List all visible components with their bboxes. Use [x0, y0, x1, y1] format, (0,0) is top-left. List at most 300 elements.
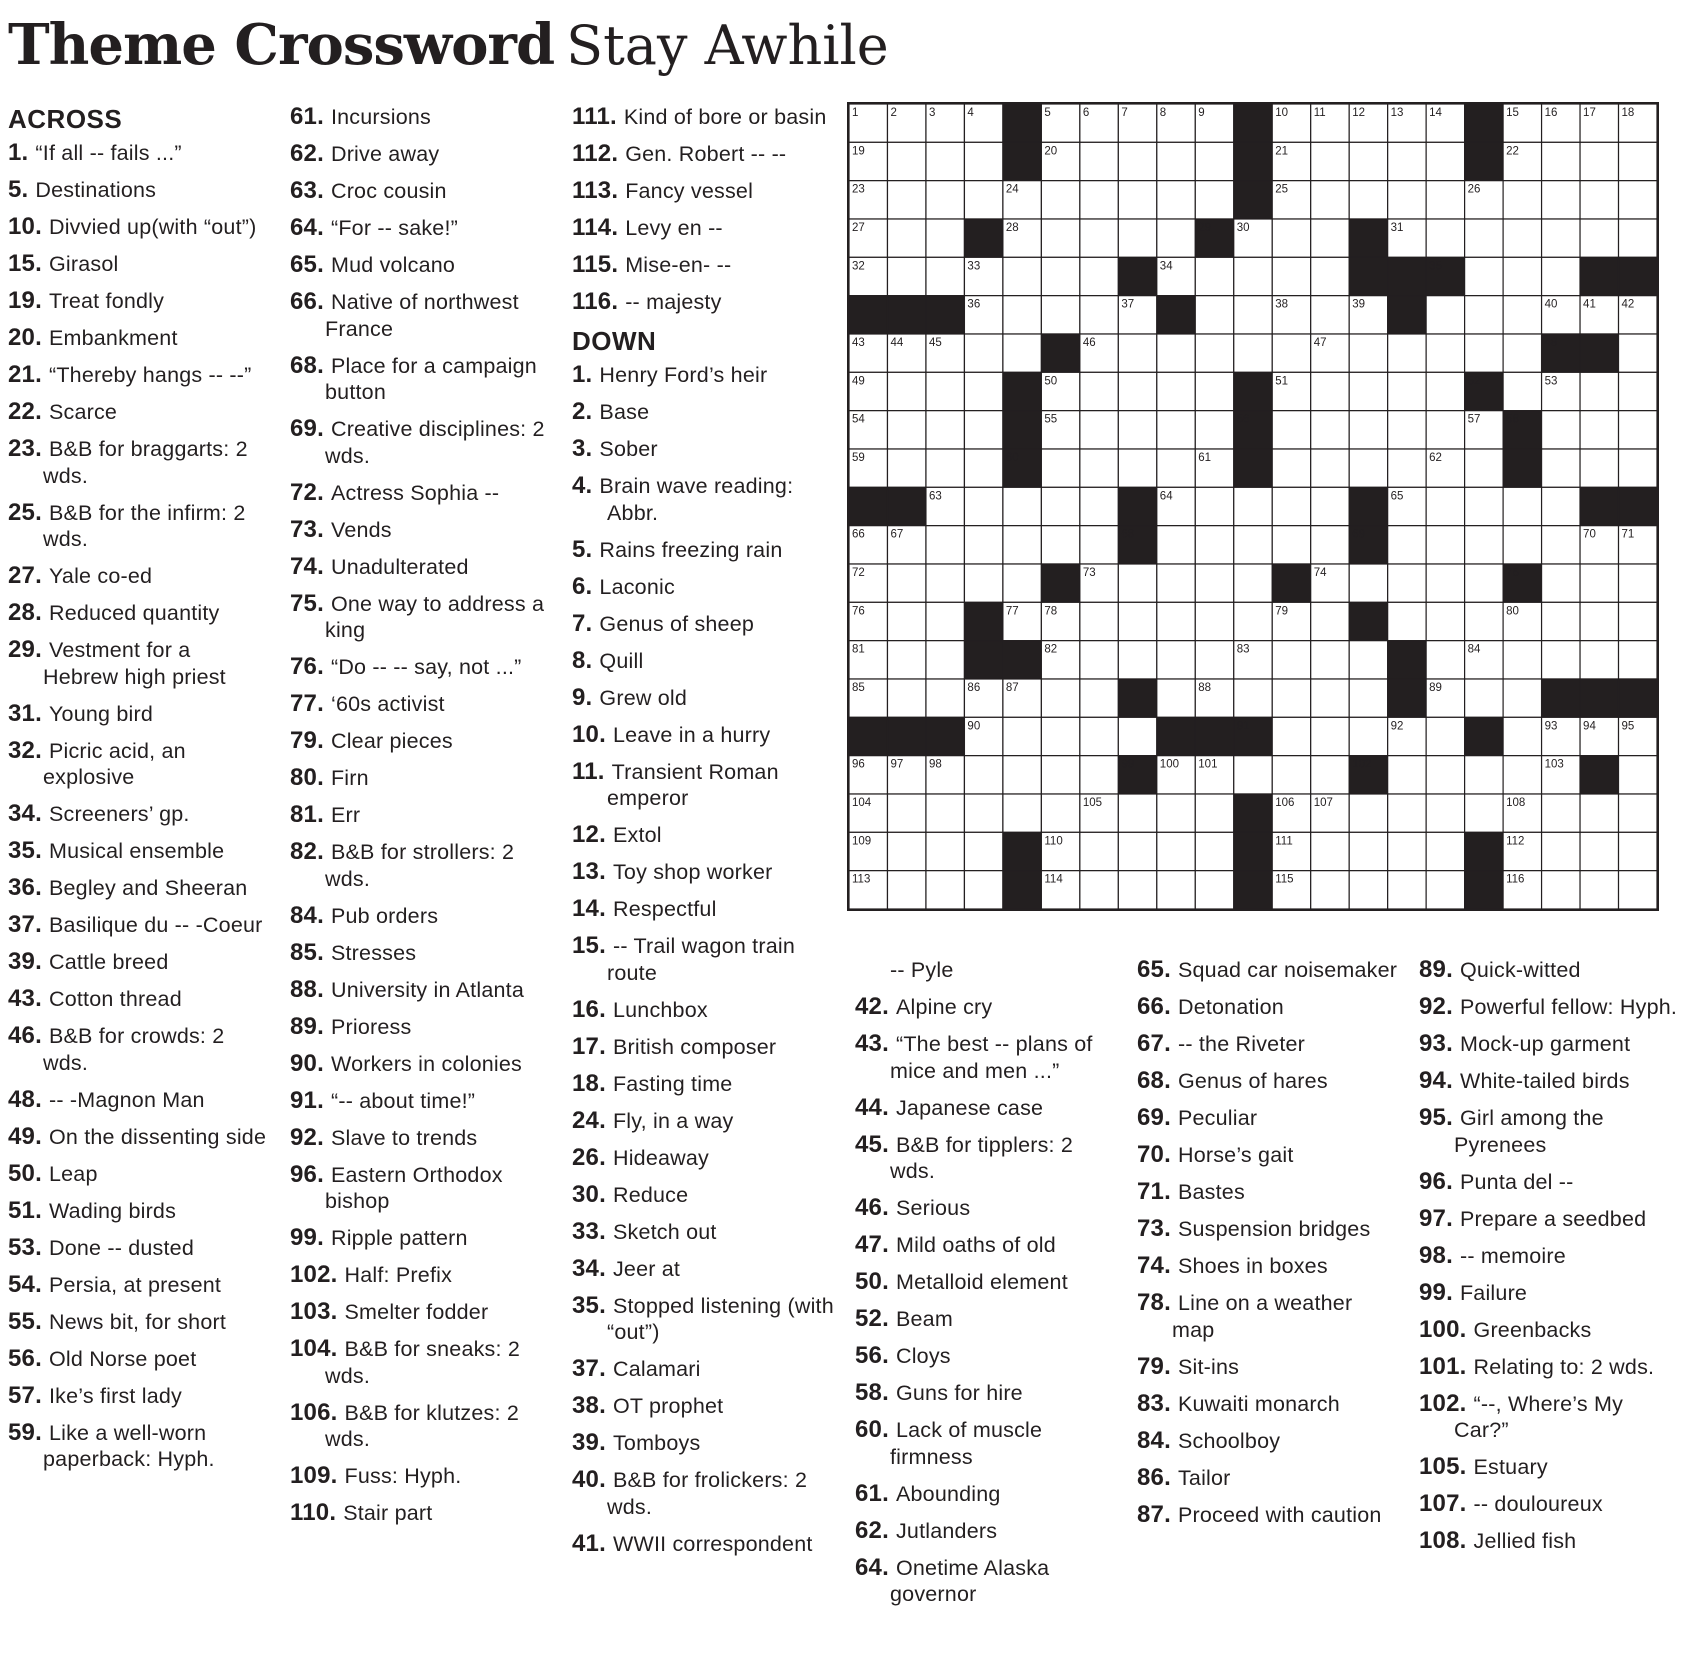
grid-cell[interactable]: [1619, 334, 1657, 372]
grid-cell[interactable]: [1580, 794, 1618, 832]
grid-cell[interactable]: [1195, 641, 1233, 679]
grid-cell[interactable]: [1272, 334, 1310, 372]
grid-cell[interactable]: [1272, 411, 1310, 449]
grid-cell[interactable]: [1118, 717, 1156, 755]
grid-cell[interactable]: [1349, 372, 1387, 410]
grid-cell[interactable]: [1118, 181, 1156, 219]
grid-cell[interactable]: [887, 142, 925, 180]
grid-cell[interactable]: [1619, 449, 1657, 487]
grid-cell[interactable]: [1426, 372, 1464, 410]
grid-cell[interactable]: [1465, 487, 1503, 525]
grid-cell[interactable]: [1580, 871, 1618, 909]
grid-cell[interactable]: [1542, 602, 1580, 640]
grid-cell[interactable]: [1195, 142, 1233, 180]
grid-cell[interactable]: [1580, 602, 1618, 640]
grid-cell[interactable]: [1041, 296, 1079, 334]
grid-cell[interactable]: [1619, 641, 1657, 679]
clue-number: 26.: [572, 1143, 606, 1171]
grid-cell[interactable]: [1542, 871, 1580, 909]
grid-cell[interactable]: [1465, 756, 1503, 794]
grid-cell[interactable]: [887, 871, 925, 909]
grid-cell[interactable]: [1580, 219, 1618, 257]
grid-cell[interactable]: [926, 794, 964, 832]
grid-cell[interactable]: [1503, 717, 1541, 755]
grid-cell[interactable]: [1041, 449, 1079, 487]
grid-cell[interactable]: [964, 411, 1002, 449]
grid-cell[interactable]: [1195, 564, 1233, 602]
grid-cell[interactable]: [926, 564, 964, 602]
grid-cell[interactable]: [964, 181, 1002, 219]
grid-cell[interactable]: [1118, 449, 1156, 487]
grid-cell[interactable]: [1619, 181, 1657, 219]
clue-text: Divvied up(with “out”): [48, 215, 257, 239]
grid-cell[interactable]: [1580, 449, 1618, 487]
grid-cell[interactable]: [887, 832, 925, 870]
grid-cell[interactable]: [1234, 296, 1272, 334]
grid-cell[interactable]: [1426, 564, 1464, 602]
cell-number: 90: [967, 720, 981, 733]
grid-cell[interactable]: [926, 181, 964, 219]
grid-cell[interactable]: [1311, 832, 1349, 870]
grid-cell[interactable]: [1234, 756, 1272, 794]
grid-cell[interactable]: [1465, 219, 1503, 257]
grid-cell[interactable]: [1542, 449, 1580, 487]
grid-cell[interactable]: [1080, 142, 1118, 180]
grid-cell[interactable]: [1542, 526, 1580, 564]
clue: [290, 1162, 552, 1215]
grid-cell[interactable]: [926, 411, 964, 449]
grid-cell[interactable]: [1388, 871, 1426, 909]
grid-cell[interactable]: [1465, 526, 1503, 564]
grid-cell[interactable]: [1234, 564, 1272, 602]
grid-cell[interactable]: [1426, 794, 1464, 832]
grid-cell[interactable]: [1426, 871, 1464, 909]
grid-cell[interactable]: [1619, 871, 1657, 909]
grid-cell[interactable]: [1080, 832, 1118, 870]
grid-cell[interactable]: [926, 372, 964, 410]
cell-number: 78: [1044, 605, 1058, 618]
grid-cell[interactable]: [1426, 142, 1464, 180]
grid-cell[interactable]: [1619, 219, 1657, 257]
grid-cell[interactable]: [1080, 487, 1118, 525]
grid-cell[interactable]: [1388, 794, 1426, 832]
grid-cell[interactable]: [1272, 449, 1310, 487]
grid-cell[interactable]: [1619, 564, 1657, 602]
grid-cell[interactable]: [1003, 794, 1041, 832]
grid-cell[interactable]: [1426, 602, 1464, 640]
grid-cell[interactable]: [1426, 641, 1464, 679]
grid-cell[interactable]: [1426, 832, 1464, 870]
grid-cell[interactable]: [1311, 756, 1349, 794]
grid-cell[interactable]: [1041, 679, 1079, 717]
grid-cell[interactable]: [1388, 142, 1426, 180]
clue: [572, 178, 834, 205]
grid-cell[interactable]: [1311, 296, 1349, 334]
clue: [855, 1518, 1117, 1545]
clue-text: Basilique du -- -Coeur: [48, 913, 263, 937]
grid-cell[interactable]: [1234, 334, 1272, 372]
grid-cell[interactable]: [1195, 411, 1233, 449]
clue-text: Slave to trends: [330, 1125, 478, 1150]
grid-cell[interactable]: [1118, 372, 1156, 410]
grid-cell[interactable]: [1003, 526, 1041, 564]
grid-cell[interactable]: [1349, 411, 1387, 449]
grid-cell[interactable]: [1272, 487, 1310, 525]
grid-cell[interactable]: [1580, 564, 1618, 602]
grid-cell[interactable]: [887, 411, 925, 449]
grid-cell[interactable]: [1157, 449, 1195, 487]
clue: [1419, 1354, 1681, 1381]
grid-cell[interactable]: [887, 679, 925, 717]
grid-cell[interactable]: [1542, 641, 1580, 679]
grid-cell[interactable]: [1195, 832, 1233, 870]
grid-cell[interactable]: [1080, 641, 1118, 679]
grid-cell[interactable]: [1195, 871, 1233, 909]
grid-cell[interactable]: [1234, 679, 1272, 717]
grid-cell[interactable]: [1503, 334, 1541, 372]
grid-cell[interactable]: [1542, 794, 1580, 832]
grid-cell[interactable]: [1234, 257, 1272, 295]
grid-cell[interactable]: [1503, 526, 1541, 564]
grid-cell[interactable]: [1388, 602, 1426, 640]
grid-cell[interactable]: [926, 142, 964, 180]
grid-cell[interactable]: [1349, 717, 1387, 755]
grid-cell[interactable]: [1311, 449, 1349, 487]
grid-cell[interactable]: [1195, 296, 1233, 334]
grid-cell[interactable]: [1157, 679, 1195, 717]
grid-cell[interactable]: [926, 257, 964, 295]
grid-cell[interactable]: [1465, 257, 1503, 295]
grid-cell[interactable]: [1272, 679, 1310, 717]
grid-cell[interactable]: [1542, 564, 1580, 602]
grid-cell[interactable]: [1619, 832, 1657, 870]
grid-cell[interactable]: [1272, 526, 1310, 564]
grid-cell[interactable]: [1272, 219, 1310, 257]
grid-cell[interactable]: [964, 526, 1002, 564]
grid-cell[interactable]: [1542, 411, 1580, 449]
grid-cell[interactable]: [1118, 832, 1156, 870]
grid-cell[interactable]: [1041, 219, 1079, 257]
grid-cell[interactable]: [1349, 871, 1387, 909]
grid-cell[interactable]: [1157, 181, 1195, 219]
grid-cell[interactable]: [1503, 257, 1541, 295]
grid-cell[interactable]: [1580, 832, 1618, 870]
grid-cell[interactable]: [926, 219, 964, 257]
cell-number: 101: [1198, 758, 1218, 771]
grid-cell[interactable]: [1195, 257, 1233, 295]
clue-text: Destinations: [35, 178, 157, 202]
grid-cell[interactable]: [1080, 449, 1118, 487]
grid-cell[interactable]: [1118, 602, 1156, 640]
grid-cell[interactable]: [1118, 794, 1156, 832]
grid-cell[interactable]: [1080, 411, 1118, 449]
grid-cell[interactable]: [926, 602, 964, 640]
grid-cell[interactable]: [1157, 411, 1195, 449]
clue-text: Unadulterated: [330, 554, 469, 579]
grid-cell[interactable]: [1311, 602, 1349, 640]
grid-cell[interactable]: [1426, 296, 1464, 334]
clue-number: 46.: [855, 1194, 889, 1221]
grid-cell[interactable]: [1272, 641, 1310, 679]
grid-cell[interactable]: [1388, 564, 1426, 602]
grid-cell[interactable]: [964, 564, 1002, 602]
grid-cell[interactable]: [1426, 756, 1464, 794]
grid-cell[interactable]: [1234, 526, 1272, 564]
grid-cell[interactable]: [1503, 756, 1541, 794]
clue-text: Japanese case: [895, 1095, 1044, 1120]
grid-cell[interactable]: [1003, 257, 1041, 295]
grid-cell[interactable]: [1003, 756, 1041, 794]
clue: [290, 1125, 552, 1152]
clue: [8, 325, 270, 352]
grid-cell[interactable]: [1157, 526, 1195, 564]
grid-cell[interactable]: [1542, 487, 1580, 525]
grid-cell[interactable]: [1426, 411, 1464, 449]
grid-cell[interactable]: [1118, 871, 1156, 909]
clue: [8, 563, 270, 590]
grid-cell[interactable]: [887, 641, 925, 679]
grid-cell[interactable]: [1349, 832, 1387, 870]
grid-cell[interactable]: [1080, 257, 1118, 295]
grid-cell[interactable]: [887, 257, 925, 295]
grid-cell[interactable]: [1311, 641, 1349, 679]
grid-cell[interactable]: [887, 794, 925, 832]
grid-cell[interactable]: [926, 449, 964, 487]
grid-cell[interactable]: [887, 449, 925, 487]
grid-cell[interactable]: [1080, 717, 1118, 755]
grid-cell[interactable]: [1580, 142, 1618, 180]
grid-cell[interactable]: [1041, 181, 1079, 219]
grid-cell[interactable]: [1195, 487, 1233, 525]
grid-cell[interactable]: [1003, 296, 1041, 334]
grid-cell[interactable]: [964, 449, 1002, 487]
grid-cell[interactable]: [1041, 487, 1079, 525]
grid-cell[interactable]: [1041, 257, 1079, 295]
grid-cell[interactable]: [1311, 257, 1349, 295]
black-square: [1003, 641, 1041, 679]
grid-cell[interactable]: [1580, 372, 1618, 410]
grid-cell[interactable]: [1311, 526, 1349, 564]
grid-cell[interactable]: [1619, 372, 1657, 410]
grid-cell[interactable]: [1003, 487, 1041, 525]
grid-cell[interactable]: [1272, 756, 1310, 794]
grid-cell[interactable]: [1542, 181, 1580, 219]
grid-cell[interactable]: [1503, 641, 1541, 679]
grid-cell[interactable]: [1426, 487, 1464, 525]
grid-cell[interactable]: [1580, 411, 1618, 449]
grid-cell[interactable]: [1465, 794, 1503, 832]
grid-cell[interactable]: [1311, 679, 1349, 717]
clue-number: 7.: [572, 609, 593, 637]
grid-cell[interactable]: [1311, 871, 1349, 909]
grid-cell[interactable]: [1349, 679, 1387, 717]
grid-cell[interactable]: [1311, 411, 1349, 449]
grid-cell[interactable]: [1080, 871, 1118, 909]
grid-cell[interactable]: [1503, 372, 1541, 410]
grid-cell[interactable]: [926, 832, 964, 870]
grid-cell[interactable]: [1272, 717, 1310, 755]
grid-cell[interactable]: [1157, 564, 1195, 602]
grid-cell[interactable]: [1311, 487, 1349, 525]
grid-cell[interactable]: [1388, 334, 1426, 372]
grid-cell[interactable]: [1349, 181, 1387, 219]
grid-cell[interactable]: [1311, 219, 1349, 257]
grid-cell[interactable]: [1426, 219, 1464, 257]
grid-cell[interactable]: [1311, 181, 1349, 219]
grid-cell[interactable]: [1157, 142, 1195, 180]
grid-cell[interactable]: [1542, 832, 1580, 870]
grid-cell[interactable]: [1388, 372, 1426, 410]
grid-cell[interactable]: [1118, 641, 1156, 679]
cell-number: 62: [1429, 452, 1442, 464]
clue: [1419, 1243, 1681, 1270]
grid-cell[interactable]: [1195, 794, 1233, 832]
grid-cell[interactable]: [964, 832, 1002, 870]
grid-cell[interactable]: [964, 756, 1002, 794]
grid-cell[interactable]: [1388, 411, 1426, 449]
grid-cell[interactable]: [1041, 794, 1079, 832]
grid-cell[interactable]: [1157, 794, 1195, 832]
grid-cell[interactable]: [1003, 334, 1041, 372]
grid-cell[interactable]: [1195, 372, 1233, 410]
grid-cell[interactable]: [1234, 602, 1272, 640]
cell-number: 115: [1275, 873, 1294, 886]
grid-cell[interactable]: [1388, 526, 1426, 564]
grid-cell[interactable]: [1349, 641, 1387, 679]
grid-cell[interactable]: [1195, 602, 1233, 640]
clue-text: University in Atlanta: [330, 977, 524, 1002]
grid-cell[interactable]: [1041, 526, 1079, 564]
cell-number: 103: [1544, 758, 1564, 771]
grid-cell[interactable]: [1503, 219, 1541, 257]
grid-cell[interactable]: [964, 334, 1002, 372]
grid-cell[interactable]: [1388, 449, 1426, 487]
grid-cell[interactable]: [887, 219, 925, 257]
grid-cell[interactable]: [1619, 794, 1657, 832]
clue-text: Gen. Robert -- --: [625, 142, 787, 166]
grid-cell[interactable]: [1349, 564, 1387, 602]
grid-cell[interactable]: [1465, 564, 1503, 602]
grid-cell[interactable]: [1080, 296, 1118, 334]
grid-cell[interactable]: [1157, 832, 1195, 870]
grid-cell[interactable]: [1503, 296, 1541, 334]
grid-cell[interactable]: [1388, 756, 1426, 794]
grid-cell[interactable]: [1118, 411, 1156, 449]
grid-cell[interactable]: [1080, 219, 1118, 257]
grid-cell[interactable]: [1619, 142, 1657, 180]
grid-cell[interactable]: [1272, 257, 1310, 295]
grid-cell[interactable]: [887, 372, 925, 410]
grid-cell[interactable]: [926, 871, 964, 909]
grid-cell[interactable]: [1041, 717, 1079, 755]
grid-cell[interactable]: [887, 181, 925, 219]
grid-cell[interactable]: [1003, 564, 1041, 602]
grid-cell[interactable]: [1619, 756, 1657, 794]
grid-cell[interactable]: [1195, 334, 1233, 372]
black-square: [1157, 717, 1195, 755]
clue-number: 96.: [290, 1160, 324, 1188]
grid-cell[interactable]: [1311, 372, 1349, 410]
grid-cell[interactable]: [1311, 717, 1349, 755]
grid-cell[interactable]: [1542, 219, 1580, 257]
grid-cell[interactable]: [926, 526, 964, 564]
grid-cell[interactable]: [1426, 334, 1464, 372]
grid-cell[interactable]: [1465, 334, 1503, 372]
grid-cell[interactable]: [1349, 794, 1387, 832]
grid-cell[interactable]: [1195, 526, 1233, 564]
grid-cell[interactable]: [1080, 526, 1118, 564]
grid-cell[interactable]: [1118, 564, 1156, 602]
grid-cell[interactable]: [1080, 181, 1118, 219]
cell-number: 6: [1082, 107, 1090, 119]
grid-cell[interactable]: [1349, 142, 1387, 180]
grid-cell[interactable]: [926, 679, 964, 717]
grid-cell[interactable]: [1619, 602, 1657, 640]
grid-cell[interactable]: [1388, 181, 1426, 219]
grid-cell[interactable]: [1157, 602, 1195, 640]
grid-cell[interactable]: [1234, 487, 1272, 525]
grid-cell[interactable]: [964, 487, 1002, 525]
grid-cell[interactable]: [1157, 871, 1195, 909]
grid-cell[interactable]: [1426, 717, 1464, 755]
grid-cell[interactable]: [926, 641, 964, 679]
grid-cell[interactable]: [1580, 181, 1618, 219]
grid-cell[interactable]: [1349, 449, 1387, 487]
grid-cell[interactable]: [1388, 832, 1426, 870]
grid-cell[interactable]: [964, 871, 1002, 909]
grid-cell[interactable]: [1349, 334, 1387, 372]
grid-cell[interactable]: [1080, 756, 1118, 794]
grid-cell[interactable]: [1157, 372, 1195, 410]
clue-column-5: [1137, 957, 1399, 1539]
grid-cell[interactable]: [1426, 181, 1464, 219]
grid-cell[interactable]: [1465, 296, 1503, 334]
grid-cell[interactable]: [1080, 679, 1118, 717]
grid-cell[interactable]: [887, 564, 925, 602]
grid-cell[interactable]: [1426, 526, 1464, 564]
grid-cell[interactable]: [887, 602, 925, 640]
grid-cell[interactable]: [1542, 142, 1580, 180]
grid-cell[interactable]: [1157, 219, 1195, 257]
grid-cell[interactable]: [1465, 602, 1503, 640]
grid-cell[interactable]: [1003, 717, 1041, 755]
grid-cell[interactable]: [1118, 142, 1156, 180]
cell-number: 112: [1506, 835, 1525, 848]
grid-cell[interactable]: [1619, 411, 1657, 449]
clue-text: Detonation: [1177, 995, 1284, 1019]
grid-cell[interactable]: [964, 794, 1002, 832]
grid-cell[interactable]: [1157, 334, 1195, 372]
grid-cell[interactable]: [964, 142, 1002, 180]
grid-cell[interactable]: [1542, 257, 1580, 295]
grid-cell[interactable]: [1503, 679, 1541, 717]
grid-cell[interactable]: [1465, 449, 1503, 487]
grid-cell[interactable]: [1157, 641, 1195, 679]
grid-cell[interactable]: [1580, 641, 1618, 679]
grid-cell[interactable]: [1080, 602, 1118, 640]
grid-cell[interactable]: [1080, 372, 1118, 410]
grid-cell[interactable]: [1503, 181, 1541, 219]
grid-cell[interactable]: [1195, 181, 1233, 219]
clue-text: Tomboys: [612, 1431, 701, 1455]
grid-cell[interactable]: [964, 372, 1002, 410]
grid-cell[interactable]: [1465, 679, 1503, 717]
grid-cell[interactable]: [1041, 756, 1079, 794]
grid-cell[interactable]: [1118, 334, 1156, 372]
grid-cell[interactable]: [1118, 219, 1156, 257]
grid-cell[interactable]: [1311, 142, 1349, 180]
grid-cell[interactable]: [1503, 487, 1541, 525]
